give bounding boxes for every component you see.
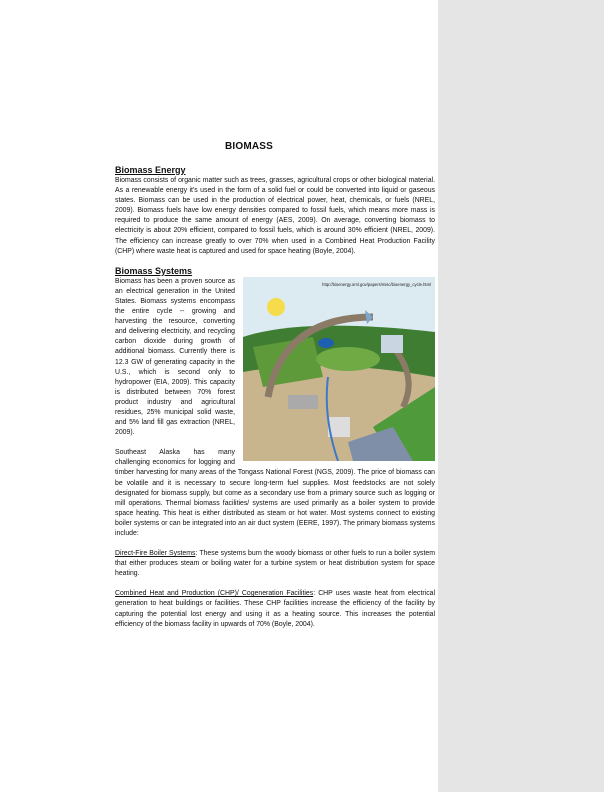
section-heading-biomass-energy: Biomass Energy bbox=[115, 165, 186, 175]
list-item-direct-fire bbox=[115, 549, 435, 579]
definition: : These systems burn the woody biomass or other fuels to run a boiler system that either produces steam or boiling water for a turbine system or heat distribution system for space heating. bbox=[115, 550, 435, 578]
paragraph: Biomass consists of organic matter such as trees, grasses, agricultural crops or other biological material. As a renewable energy it’s used in the form of a solid fuel or could be converted into liquid or gaseous states. Biomass can be used in the production of electrical power, heat, chemicals, or fuels (NREL, 2009). Biomass fuels have low energy densities compared to fossil fuels, which means more mass is required to produce the same amount of energy (AES, 2009). On average, converting biomass to electricity is about 20% efficient, compared to fossil fuels, which is around 30% efficient (NREL, 2009). The efficiency can increase greatly to over 70% when used in a Combined Heat Production Facility (CHP) where waste heat is captured and used for space heating (Boyle, 2004). bbox=[115, 177, 435, 255]
definition: : CHP uses waste heat from electrical generation to heat buildings or facilities. These CHP facilities increase the efficiency of the facility by capturing the potential lost energy and using it as a heating source. This increases the potential efficiency of the biomass facility in upwards of 70% (Boyle, 2004). bbox=[115, 590, 436, 628]
list-item-chp bbox=[115, 589, 435, 629]
section-heading-biomass-systems: Biomass Systems bbox=[115, 265, 193, 276]
paragraph: Biomass has been a proven source as an electrical generation in the United States. Biomass systems encompass the entire cycle -- growing and harvesting the resource, converting and delivering electricity, and recycling carbon dioxide during growth of additional biomass. Currently there is 12.3 GW of generating capacity in the U.S., which is second only to hydropower (EIA, 2009). This capacity is distributed between 70% forest product industry and agricultural residues, 25% municipal solid waste, and 5% land fill gas extraction (NREL, 2009). bbox=[115, 277, 235, 437]
figure-source-url: http://bioenergy.ornl.gov/papers/misc/bioenergy_cycle.html bbox=[322, 281, 431, 287]
term: Direct-Fire Boiler Systems bbox=[115, 550, 196, 558]
bioenergy-cycle-figure bbox=[243, 277, 435, 461]
page-title: BIOMASS bbox=[224, 141, 274, 152]
comment-margin bbox=[438, 0, 604, 792]
document-body bbox=[115, 165, 435, 640]
bioenergy-cycle-illustration bbox=[243, 277, 435, 461]
paragraph: Southeast Alaska has many challenging economics for logging and timber harvesting for many areas of the Tongass National Forest (NGS, 2009). The price of biomass can be volatile and it is necessary to secure long-term fuel supplies. Most feedstocks are not solely designated for biomass supply, but come as a secondary use from a primary source such as logging or mill operations. Thermal biomass facilities/ systems are used primarily as a boiler system to provide space heating. This heat is either distributed as steam or hot water. Most systems connect to existing boiler systems or can be integrated into an air duct system (EERE, 1997). The primary biomass systems include: bbox=[115, 449, 435, 537]
term: Combined Heat and Production (CHP)/ Cogeneration Facilities bbox=[115, 590, 314, 598]
